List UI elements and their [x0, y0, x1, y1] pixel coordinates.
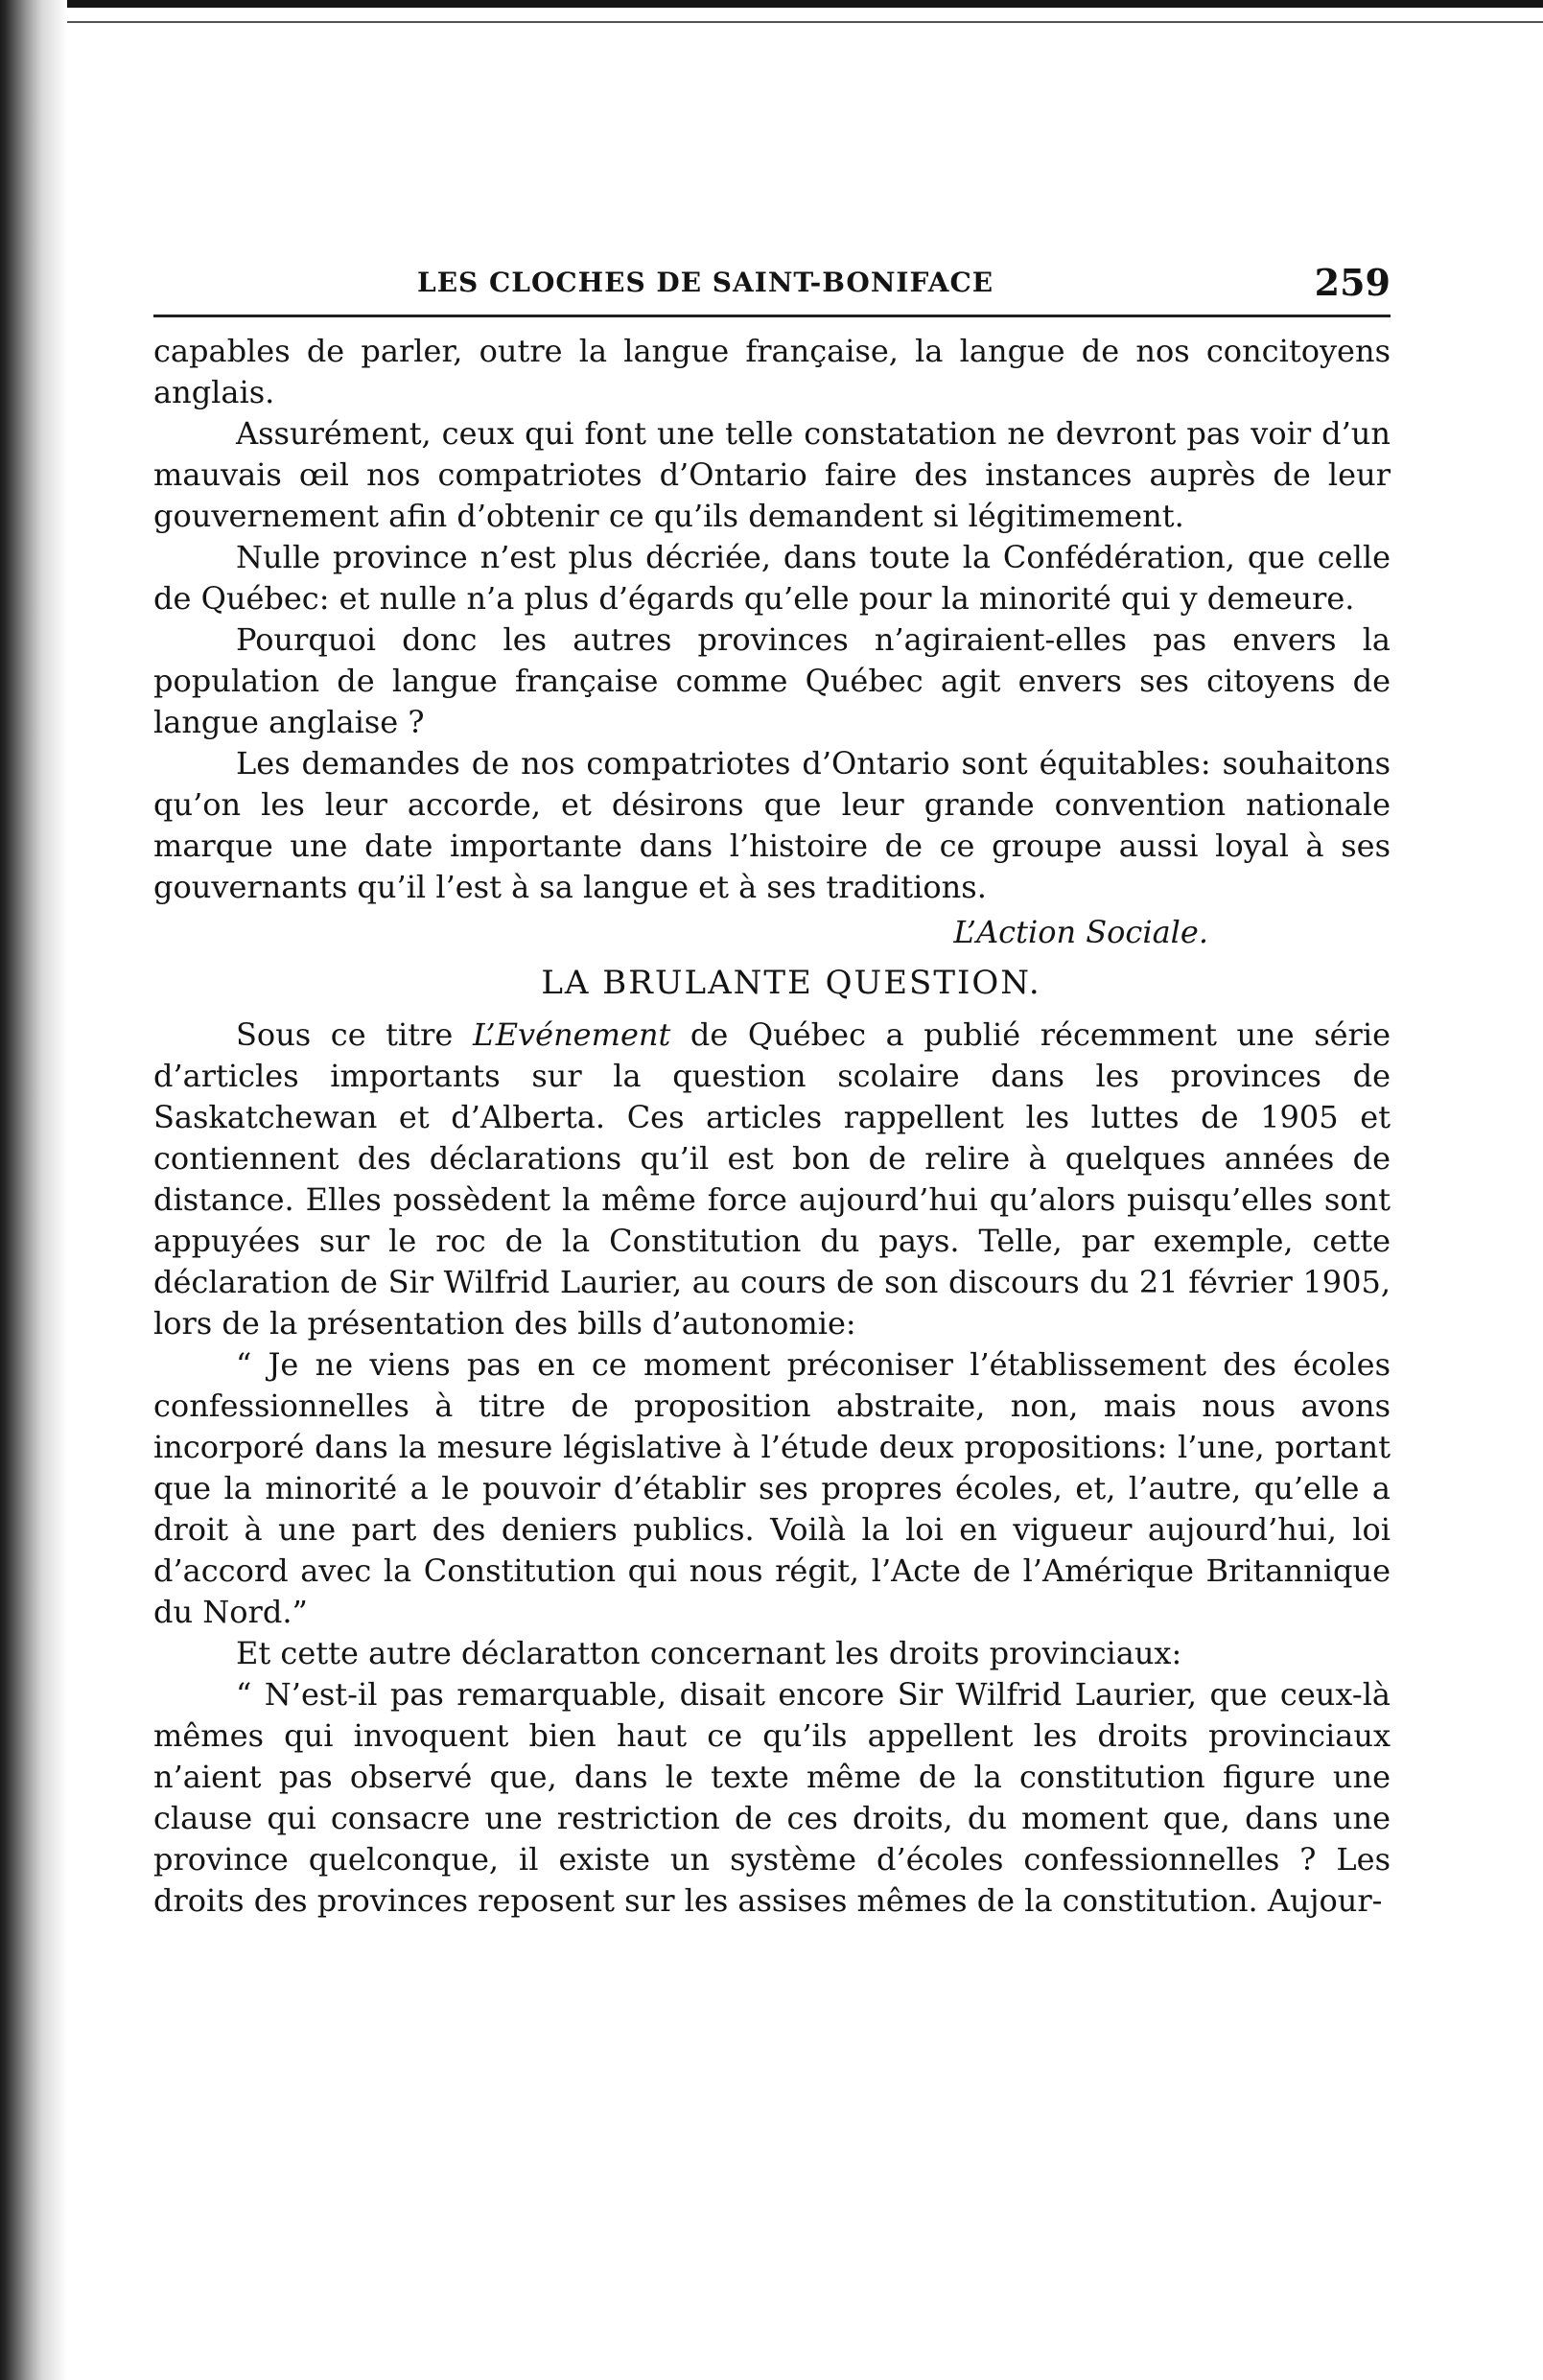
- paragraph-8: Et cette autre déclaratton concernant les droits provinciaux:: [236, 1635, 1182, 1671]
- page-number: 259: [1314, 261, 1391, 304]
- paragraph-7-quote: “ Je ne viens pas en ce moment préconiser l’établissement des écoles confessionnelles à titre de proposition abstraite, non, mais nous avons incorporé dans la mesure législative à l’étude deux propositions: l’une, portant que la minorité a le pouvoir d’établir ses propres écoles, et, l’autre, qu’elle a droit à une part des deniers publics. Voilà la loi en vigueur aujourd’hui, loi d’accord avec la Constitution qui nous régit, l’Acte de l’Amérique Britannique du Nord.”: [153, 1346, 1391, 1630]
- paragraph-5: Les demandes de nos compatriotes d’Ontario sont équitables: souhaitons qu’on les leur accorde, et désirons que leur grande convention nationale marque une date importante dans l’histoire de ce groupe aussi loyal à ses gouvernants qu’il l’est à sa langue et à ses traditions.: [153, 745, 1391, 905]
- section-title: LA BRULANTE QUESTION.: [541, 964, 1041, 1002]
- book-page: [153, 259, 1391, 1922]
- running-title: LES CLOCHES DE SAINT-BONIFACE: [417, 267, 994, 298]
- paragraph-2: Assurément, ceux qui font une telle constatation ne devront pas voir d’un mauvais œil nos compatriotes d’Ontario faire des instances auprès de leur gouvernement afin d’obtenir ce qu’ils demandent si légitimement.: [153, 415, 1391, 534]
- source-attribution: L’Action Sociale.: [953, 914, 1208, 950]
- paragraph-1: capables de parler, outre la langue française, la langue de nos concitoyens anglais.: [153, 333, 1391, 410]
- header-rule: [153, 315, 1391, 317]
- paragraph-6-start: Sous ce titre: [236, 1016, 454, 1053]
- paragraph-6: [153, 1015, 1391, 1344]
- paragraph-4: Pourquoi donc les autres provinces n’agiraient-elles pas envers la population de langue française comme Québec agit envers ses citoyens de langue anglaise ?: [153, 621, 1391, 740]
- newspaper-title: L’Evénement: [472, 1016, 671, 1053]
- scan-top-rule: [58, 21, 1543, 23]
- running-header: [153, 259, 1391, 307]
- paragraph-3: Nulle province n’est plus décriée, dans toute la Confédération, que celle de Québec: et nulle n’a plus d’égards qu’elle pour la minorité qui y demeure.: [153, 539, 1391, 617]
- scan-binding-edge: [0, 0, 67, 2380]
- paragraph-9-quote: “ N’est-il pas remarquable, disait encore Sir Wilfrid Laurier, que ceux-là mêmes qui invoquent bien haut ce qu’ils appellent les droits provinciaux n’aient pas observé que, dans le texte même de la constitution figure une clause qui consacre une restriction de ces droits, du moment que, dans une province quelconque, il existe un système d’écoles confessionnelles ? Les droits des provinces reposent sur les assises mêmes de la constitution. Aujour-: [153, 1676, 1391, 1919]
- scan-top-border: [0, 0, 1543, 8]
- paragraph-6-rest: de Québec a publié récemment une série d’articles importants sur la question scolaire dans les provinces de Saskatchewan et d’Alberta. Ces articles rappellent les luttes de 1905 et contiennent des déclarations qu’il est bon de relire à quelques années de distance. Elles possèdent la même force aujourd’hui qu’alors puisqu’elles sont appuyées sur le roc de la Constitution du pays. Telle, par exemple, cette déclaration de Sir Wilfrid Laurier, au cours de son discours du 21 février 1905, lors de la présentation des bills d’autonomie:: [153, 1016, 1391, 1342]
